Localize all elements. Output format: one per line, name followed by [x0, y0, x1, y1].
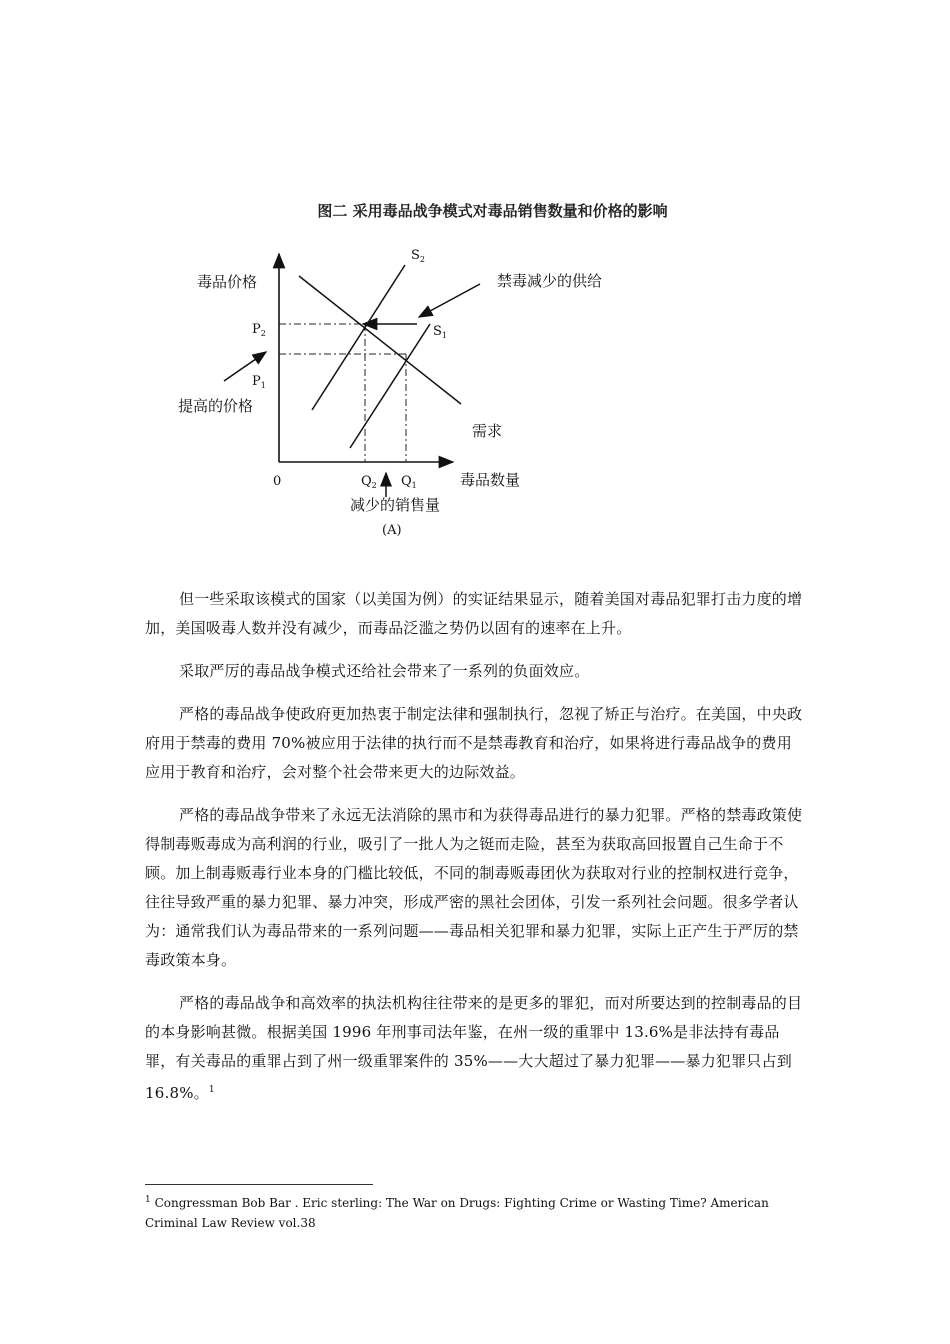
q2-label [361, 474, 377, 490]
p2-letter: P [252, 322, 261, 337]
paragraph-5 [145, 989, 805, 1108]
price-annotation: 提高的价格 [178, 397, 254, 415]
s1-subscript: 1 [441, 331, 447, 340]
p1-subscript: 1 [260, 381, 266, 390]
s1-label [433, 324, 447, 340]
supply-demand-diagram [0, 0, 950, 560]
paragraph-1: 但一些采取该模式的国家（以美国为例）的实证结果显示，随着美国对毒品犯罪打击力度的增加，美国吸毒人数并没有减少，而毒品泛滥之势仍以固有的速率在上升。 [145, 590, 803, 637]
s2-subscript: 2 [419, 255, 425, 264]
footnote-text: Congressman Bob Bar . Eric sterling: The War on Drugs: Fighting Crime or Wasting Time? American Criminal Law Review vol.38 [145, 1196, 769, 1230]
q1-label [401, 474, 417, 490]
q2-letter: Q [361, 474, 372, 489]
body-text [145, 585, 805, 1122]
q1-subscript: 1 [411, 481, 417, 490]
paragraph-3: 严格的毒品战争使政府更加热衷于制定法律和强制执行，忽视了矫正与治疗。在美国，中央政府用于禁毒的费用 70%被应用于法律的执行而不是禁毒教育和治疗，如果将进行毒品战争的费用应用于教育和治疗，会对整个社会带来更大的边际效益。 [145, 705, 803, 781]
footnote-marker: 1 [145, 1195, 151, 1205]
panel-label: (A) [382, 523, 402, 538]
paragraph-5-text: 严格的毒品战争和高效率的执法机构往往带来的是更多的罪犯，而对所要达到的控制毒品的目的本身影响甚微。根据美国 1996 年刑事司法年鉴，在州一级的重罪中 13.6%是非法持有毒品罪，有关毒品的重罪占到了州一级重罪案件的 35%——大大超过了暴力犯罪——暴力犯罪只占到 16.8%。 [145, 994, 803, 1102]
x-axis-label: 毒品数量 [460, 471, 521, 489]
figure-title: 图二 采用毒品战争模式对毒品销售数量和价格的影响 [317, 202, 668, 220]
s2-letter: S [411, 248, 420, 263]
paragraph-2: 采取严厉的毒品战争模式还给社会带来了一系列的负面效应。 [179, 662, 590, 680]
paragraph-4: 严格的毒品战争带来了永远无法消除的黑市和为获得毒品进行的暴力犯罪。严格的禁毒政策使得制毒贩毒成为高利润的行业，吸引了一批人为之铤而走险，甚至为获取高回报置自己生命于不顾。加上制毒贩毒行业本身的门槛比较低，不同的制毒贩毒团伙为获取对行业的控制权进行竞争，往往导致严重的暴力犯罪、暴力冲突，形成严密的黑社会团体，引发一系列社会问题。很多学者认为：通常我们认为毒品带来的一系列问题——毒品相关犯罪和暴力犯罪，实际上正产生于严厉的禁毒政策本身。 [145, 806, 803, 969]
origin-label: 0 [273, 474, 282, 489]
footnote-divider [145, 1184, 373, 1185]
p1-letter: P [252, 374, 261, 389]
p2-subscript: 2 [260, 329, 266, 338]
q1-letter: Q [401, 474, 412, 489]
s2-label [411, 248, 425, 264]
supply-curve-s1 [350, 324, 430, 448]
demand-label: 需求 [472, 422, 503, 440]
supply-annotation-arrow [419, 284, 480, 317]
s1-letter: S [433, 324, 442, 339]
p2-label [252, 322, 266, 338]
supply-annotation: 禁毒减少的供给 [497, 272, 603, 290]
quantity-annotation: 减少的销售量 [350, 496, 441, 514]
p1-label [252, 374, 266, 390]
y-axis-label: 毒品价格 [197, 273, 258, 291]
footnote-reference[interactable]: 1 [208, 1085, 215, 1095]
supply-curve-s2 [312, 265, 405, 410]
demand-curve [299, 276, 461, 404]
q2-subscript: 2 [371, 481, 377, 490]
footnote [145, 1190, 785, 1233]
